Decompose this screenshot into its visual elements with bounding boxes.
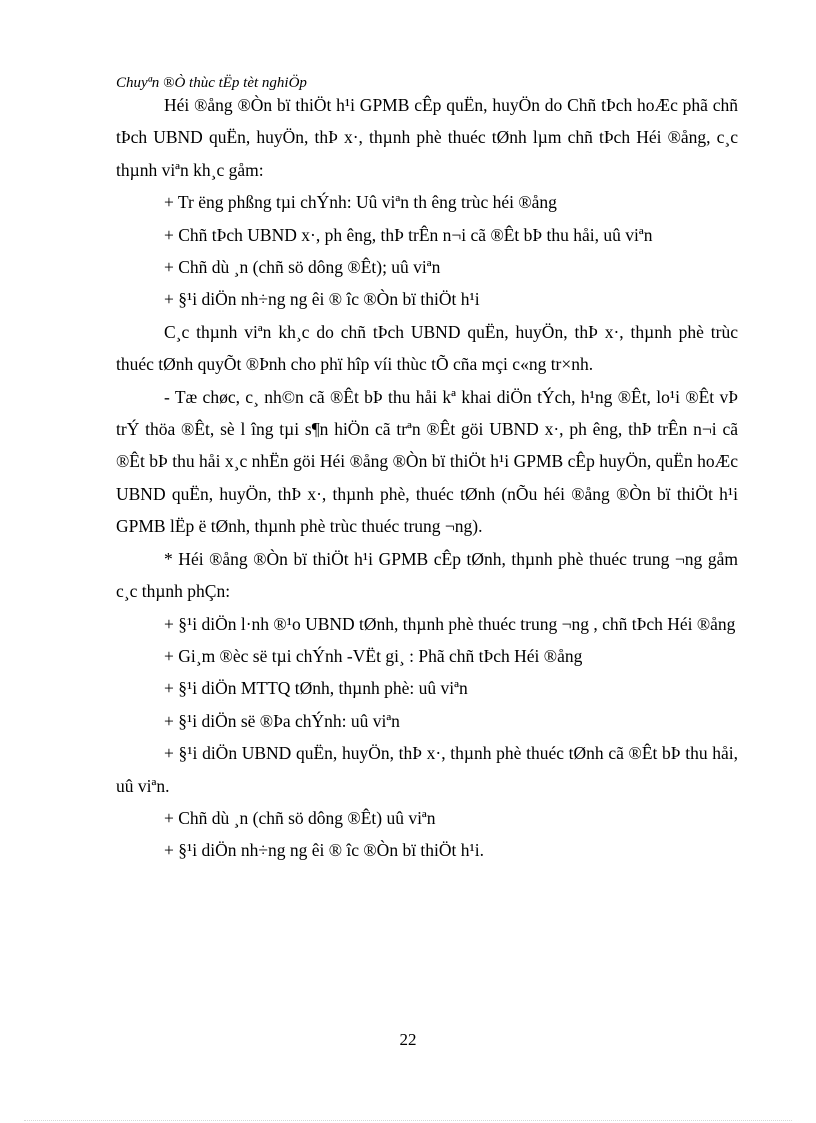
paragraph: + §¹i diÖn MTTQ tØnh, thµnh phè: uû viªn [164,678,468,699]
paragraph: + §¹i diÖn nh÷ng ng êi ® îc ®Òn bï thiÖt h¹i [164,289,480,310]
paragraph: + Gi¸m ®èc së tµi chÝnh -VËt gi¸ : Phã chñ tÞch Héi ®ång [164,645,583,666]
paragraph: + §¹i diÖn UBND quËn, huyÖn, thÞ x·, thµnh phè thuéc tØnh cã ®Êt bÞ thu håi, uû viªn. [116,743,738,796]
paragraph: + §¹i diÖn nh÷ng ng êi ® îc ®Òn bï thiÖt h¹i. [164,840,485,861]
page-number: 22 [399,1030,417,1049]
paragraph: + §¹i diÖn l·nh ®¹o UBND tØnh, thµnh phè thuéc trung ¬ng , chñ tÞch Héi ®ång [164,613,736,634]
body-text [116,89,738,867]
paragraph: + Chñ tÞch UBND x·, ph êng, thÞ trÊn n¬i cã ®Êt bÞ thu håi, uû viªn [164,224,653,245]
paragraph: + §¹i diÖn së ®Þa chÝnh: uû viªn [164,710,400,731]
paragraph: + Tr ëng phßng tµi chÝnh: Uû viªn th êng trùc héi ®ång [164,192,557,213]
paragraph: + Chñ dù ¸n (chñ sö dông ®Êt) uû viªn [164,807,436,828]
running-header: Chuyªn ®Ò thùc tËp tèt nghiÖp [116,75,307,91]
paragraph: - Tæ chøc, c¸ nh©n cã ®Êt bÞ thu håi kª khai diÖn tÝch, h¹ng ®Êt, lo¹i ®Êt vÞ trÝ thöa ®Êt, sè l îng tµi s¶n hiÖn cã trªn ®Êt göi UBND x·, ph êng, thÞ trÊn n¬i cã ®Êt bÞ thu håi x¸c nhËn göi Héi ®ång ®Òn bï thiÖt h¹i GPMB cÊp huyÖn, quËn hoÆc UBND quËn, huyÖn, thÞ x·, thµnh phè, thuéc tØnh (nÕu héi ®ång ®Òn bï thiÖt h¹i GPMB lËp ë tØnh, thµnh phè trùc thuéc trung ¬ng). [116,386,738,537]
page-bottom-divider [24,1120,792,1121]
paragraph: * Héi ®ång ®Òn bï thiÖt h¹i GPMB cÊp tØnh, thµnh phè thuéc trung ¬ng gåm c¸c thµnh phÇn: [116,548,738,602]
paragraph: Héi ®ång ®Òn bï thiÖt h¹i GPMB cÊp quËn, huyÖn do Chñ tÞch hoÆc phã chñ tÞch UBND quËn, huyÖn, thÞ x·, thµnh phè thuéc tØnh lµm chñ tÞch Héi ®ång, c¸c thµnh viªn kh¸c gåm: [116,95,738,180]
paragraph: C¸c thµnh viªn kh¸c do chñ tÞch UBND quËn, huyÖn, thÞ x·, thµnh phè trùc thuéc tØnh quyÕt ®Þnh cho phï hîp víi thùc tÕ cña mçi c«ng tr×nh. [116,321,738,375]
paragraph: + Chñ dù ¸n (chñ sö dông ®Êt); uû viªn [164,257,441,278]
